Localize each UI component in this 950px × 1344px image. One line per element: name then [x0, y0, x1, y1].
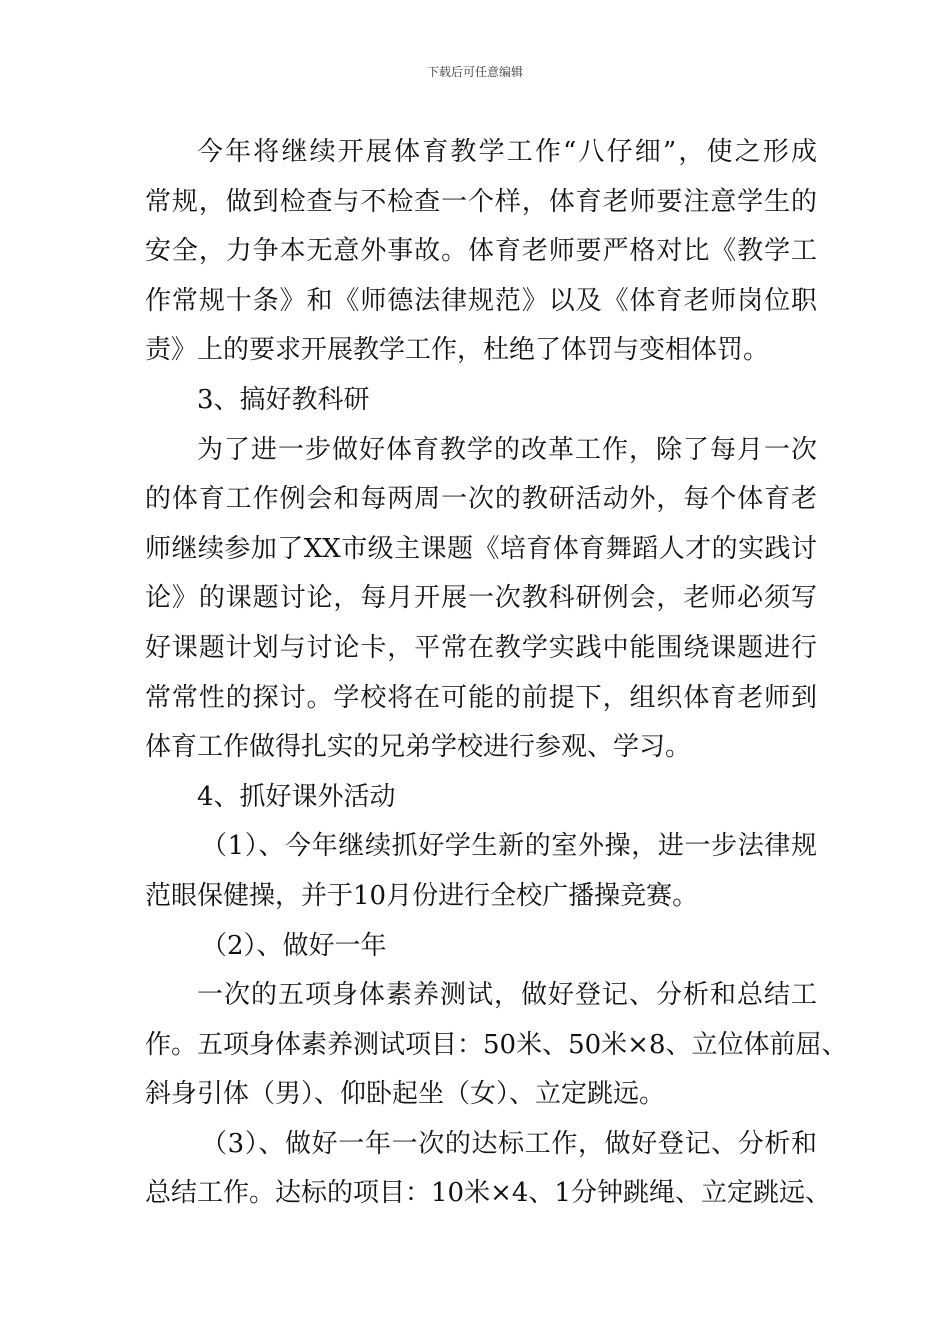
- text-line: 安全，力争本无意外事故。体育老师要严格对比《教学工: [145, 236, 817, 267]
- text-line: 一次的五项身体素养测试，做好登记、分析和总结工: [197, 980, 817, 1011]
- text-line: 论》的课题讨论，每月开展一次教科研例会，老师必须写: [145, 583, 817, 614]
- text-line: 好课题计划与讨论卡，平常在教学实践中能围绕课题进行: [145, 632, 817, 663]
- text-line: （1）、今年继续抓好学生新的室外操，进一步法律规: [201, 831, 817, 862]
- text-line: 今年将继续开展体育教学工作“八仔细”，使之形成: [197, 137, 817, 167]
- text-line: 体育工作做得扎实的兄弟学校进行参观、学习。: [145, 732, 692, 763]
- document-body: [145, 128, 848, 1219]
- text-line: 作。五项身体素养测试项目：50米、50米×8、立位体前屈、: [145, 1029, 848, 1060]
- section-heading: 3、搞好教科研: [197, 384, 370, 415]
- text-line: （3）、做好一年一次的达标工作，做好登记、分析和: [201, 1128, 817, 1159]
- text-line: 常常性的探讨。学校将在可能的前提下，组织体育老师到: [145, 682, 817, 713]
- text-line: 总结工作。达标的项目：10米×4、1分钟跳绳、立定跳远、: [145, 1178, 831, 1209]
- section-heading: 4、抓好课外活动: [197, 781, 396, 812]
- list-item-heading: （2）、做好一年: [201, 930, 387, 961]
- text-line: 师继续参加了XX市级主课题《培育体育舞蹈人才的实践讨: [145, 533, 817, 564]
- page-header: 下载后可任意编辑: [426, 65, 523, 79]
- text-line: 作常规十条》和《师德法律规范》以及《体育老师岗位职: [145, 285, 817, 316]
- text-line: 常规，做到检查与不检查一个样，体育老师要注意学生的: [145, 186, 817, 217]
- text-line: 的体育工作例会和每两周一次的教研活动外，每个体育老: [145, 484, 817, 515]
- text-line: 为了进一步做好体育教学的改革工作，除了每月一次: [197, 434, 817, 465]
- text-line: 责》上的要求开展教学工作，杜绝了体罚与变相体罚。: [145, 335, 770, 366]
- text-line: 范眼保健操，并于10月份进行全校广播操竞赛。: [145, 880, 699, 911]
- text-line: 斜身引体（男）、仰卧起坐（女）、立定跳远。: [145, 1079, 666, 1110]
